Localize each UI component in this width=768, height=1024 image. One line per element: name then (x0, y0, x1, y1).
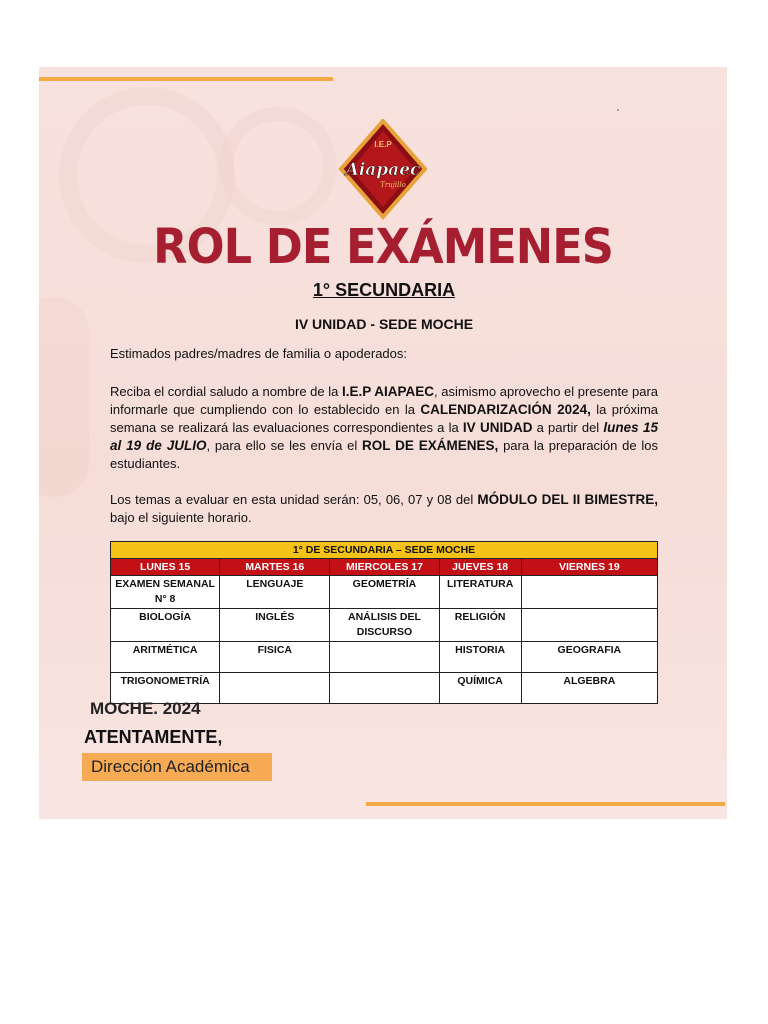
day-header: MARTES 16 (220, 559, 330, 576)
day-header: MIERCOLES 17 (330, 559, 439, 576)
schedule-cell: INGLÉS (220, 609, 330, 642)
schedule-cell (220, 673, 330, 704)
document-page (39, 67, 727, 819)
day-header: VIERNES 19 (521, 559, 657, 576)
schedule-cell: ARITMÉTICA (111, 642, 220, 673)
signature-place-year: MOCHE. 2024 (90, 699, 201, 718)
greeting-text: Estimados padres/madres de familia o apoderados: (110, 346, 407, 361)
signature-department: Dirección Académica (82, 753, 272, 781)
logo-label-city: Trujillo (380, 181, 406, 189)
schedule-cell: TRIGONOMETRÍA (111, 673, 220, 704)
background-watermark (219, 107, 337, 225)
table-row (111, 576, 658, 609)
schedule-cell (521, 576, 657, 609)
paragraph-segment: CALENDARIZACIÓN 2024, (420, 402, 591, 417)
schedule-cell: QUÍMICA (439, 673, 521, 704)
logo-label-iep: I.E.P (374, 140, 392, 149)
schedule-cell: FISICA (220, 642, 330, 673)
schedule-cell (330, 673, 439, 704)
schedule-cell: GEOMETRÍA (330, 576, 439, 609)
day-header: LUNES 15 (111, 559, 220, 576)
paragraph-segment: bajo el siguiente horario. (110, 510, 252, 525)
schedule-cell: ALGEBRA (521, 673, 657, 704)
document-title: ROL DE EXÁMENES (153, 219, 613, 275)
schedule-title: 1° DE SECUNDARIA – SEDE MOCHE (111, 542, 658, 559)
paragraph-segment: ROL DE EXÁMENES, (361, 438, 499, 453)
paragraph-segment: para la preparación de los estudiantes. (110, 438, 658, 471)
paragraph-segment: lunes 15 al 19 de JULIO (110, 420, 658, 453)
table-row (111, 609, 658, 642)
paragraph-segment: , para ello se les envía el (206, 438, 362, 453)
logo-label-name: Aiapaec (345, 160, 421, 180)
intro-paragraph (110, 383, 658, 473)
schedule-cell: HISTORIA (439, 642, 521, 673)
schedule-cell (521, 609, 657, 642)
schedule-cell: BIOLOGÍA (111, 609, 220, 642)
paragraph-segment: I.E.P AIAPAEC (341, 384, 434, 399)
schedule-cell: LITERATURA (439, 576, 521, 609)
paragraph-segment: la próxima semana se realizará las evaluaciones correspondientes a la (110, 402, 659, 435)
exam-schedule-table (110, 541, 658, 704)
paragraph-segment: IV UNIDAD (462, 420, 533, 435)
top-accent-line (39, 77, 333, 81)
paragraph-segment: , asimismo aprovecho el presente para informarle que cumpliendo con lo establecido en la (110, 384, 659, 417)
grade-heading: 1° SECUNDARIA (312, 280, 456, 300)
signature-closing: ATENTAMENTE, (84, 727, 223, 747)
schedule-cell (330, 642, 439, 673)
schedule-cell: EXAMEN SEMANAL N° 8 (111, 576, 220, 609)
paragraph-segment: Los temas a evaluar en esta unidad serán: 05, 06, 07 y 08 del (110, 492, 478, 507)
schedule-cell: GEOGRAFIA (521, 642, 657, 673)
paragraph-segment: Reciba el cordial saludo a nombre de la (110, 384, 342, 399)
table-row (111, 642, 658, 673)
schedule-cell: ANÁLISIS DEL DISCURSO (330, 609, 439, 642)
topics-paragraph (110, 491, 658, 527)
paragraph-segment: a partir del (532, 420, 604, 435)
schedule-cell: LENGUAJE (220, 576, 330, 609)
day-header: JUEVES 18 (439, 559, 521, 576)
paragraph-segment: MÓDULO DEL II BIMESTRE, (477, 492, 658, 507)
unit-heading: IV UNIDAD - SEDE MOCHE (294, 316, 474, 332)
school-logo (337, 119, 429, 221)
bottom-accent-line (366, 802, 725, 806)
decorative-dot (617, 109, 619, 111)
schedule-cell: RELIGIÓN (439, 609, 521, 642)
